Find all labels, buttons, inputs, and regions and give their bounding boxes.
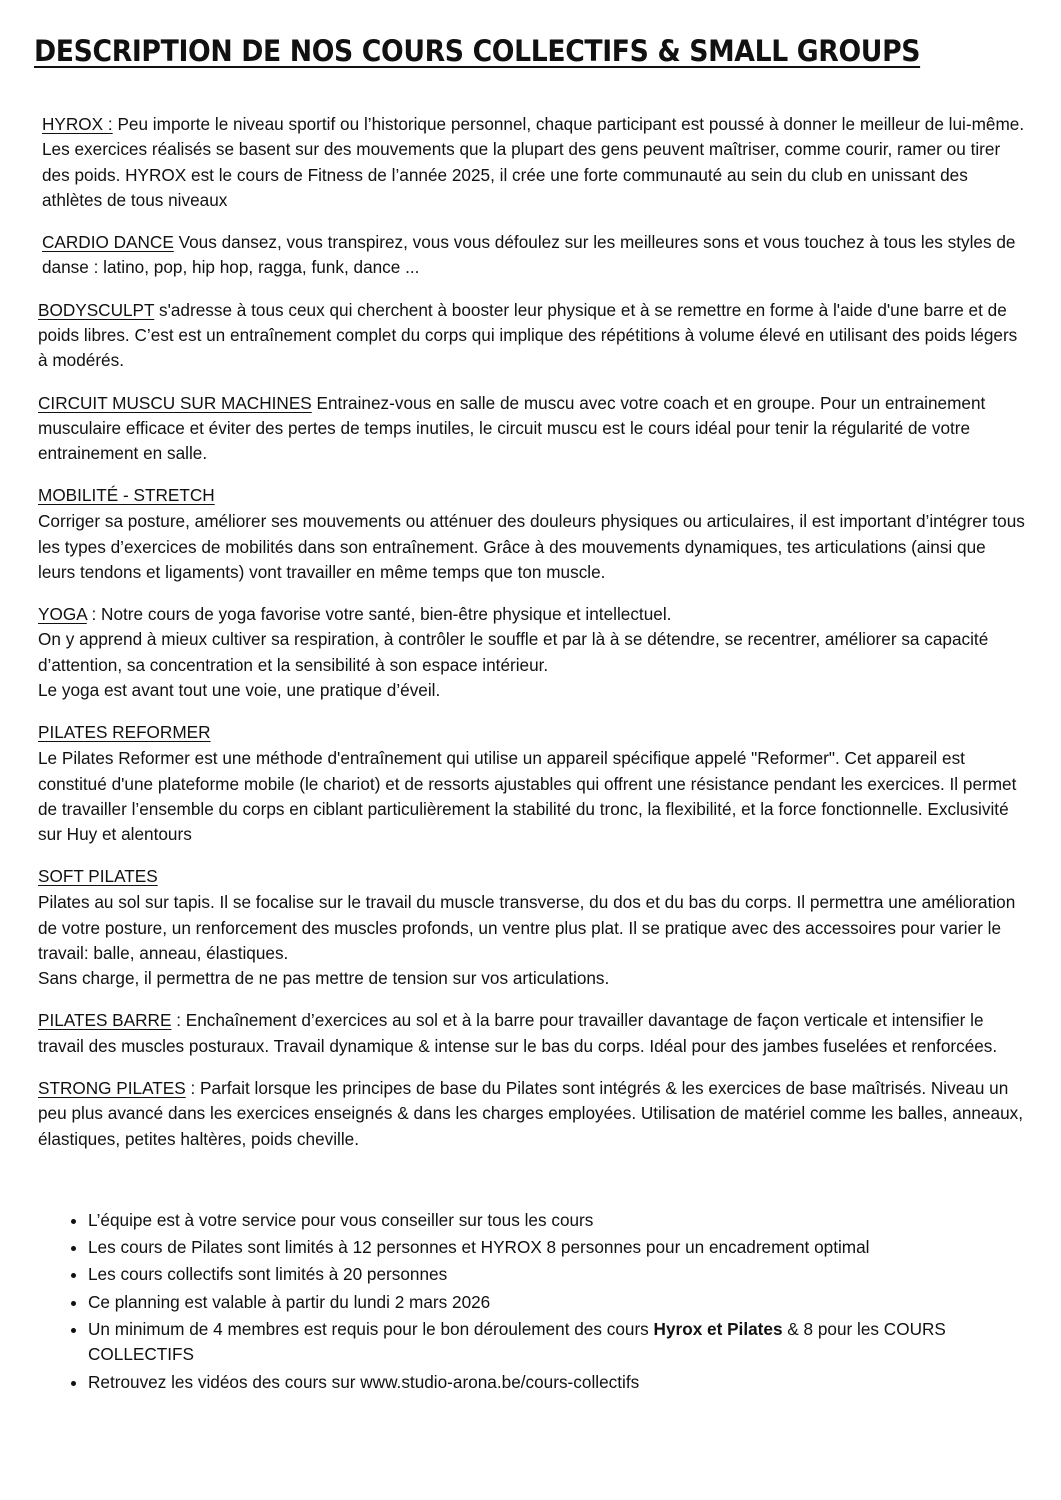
section-text-pilates-reformer: Le Pilates Reformer est une méthode d'entraînement qui utilise un appareil spécifique appelé "Reformer". Cet appareil est constitué d'une plateforme mobile (le chariot) et de ressorts ajustables qui offrent une résistance pendant les exercices. Il permet de travailler l’ensemble du corps en ciblant particulièrement la stabilité du tronc, la flexibilité, et la force fonctionnelle. Exclusivité sur Huy et alentours <box>38 748 1017 845</box>
document-body <box>34 112 1027 1395</box>
section-label-strong-pilates: STRONG PILATES <box>38 1077 186 1098</box>
section-text-pilates-barre: : Enchaînement d’exercices au sol et à la barre pour travailler davantage de façon verticale et intensifier le travail des muscles posturaux. Travail dynamique & intense sur le bas du corps. Idéal pour des jambes fuselées et renforcées. <box>38 1010 998 1056</box>
section-text-bodysculpt: s'adresse à tous ceux qui cherchent à booster leur physique et à se remettre en forme à l'aide d'une barre et de poids libres. C’est est un entraînement complet du corps qui implique des répétitions à volume élevé en utilisant des poids légers à modérés. <box>38 299 1018 371</box>
list-item-minimum-membres <box>88 1317 1027 1368</box>
list-item: • Ce planning est valable à partir du lundi 2 mars 2026 <box>88 1290 1027 1315</box>
section-soft-pilates-line-2: Sans charge, il permettra de ne pas mettre de tension sur vos articulations. <box>38 968 610 989</box>
section-label-mobilite-stretch: MOBILITÉ - STRETCH <box>38 485 215 506</box>
notes-list <box>56 1208 1027 1395</box>
section-text-cardio-dance: Vous dansez, vous transpirez, vous vous défoulez sur les meilleures sons et vous touchez à tous les styles de danse : latino, pop, hip hop, ragga, funk, dance ... <box>42 232 1016 278</box>
section-cardio-dance <box>38 230 1027 281</box>
list-item: • Les cours collectifs sont limités à 20 personnes <box>88 1262 1027 1287</box>
list-item: • L’équipe est à votre service pour vous conseiller sur tous les cours <box>88 1208 1027 1233</box>
list-item: • Les cours de Pilates sont limités à 12 personnes et HYROX 8 personnes pour un encadrement optimal <box>88 1235 1027 1260</box>
section-pilates-barre <box>38 1008 1027 1059</box>
section-label-hyrox: HYROX : <box>42 114 113 134</box>
section-label-bodysculpt: BODYSCULPT <box>38 299 155 320</box>
section-mobilite-stretch <box>38 483 1027 585</box>
section-soft-pilates <box>38 864 1027 991</box>
section-label-cardio-dance: CARDIO DANCE <box>42 232 174 253</box>
section-label-pilates-barre: PILATES BARRE <box>38 1010 172 1031</box>
section-text-strong-pilates: : Parfait lorsque les principes de base du Pilates sont intégrés & les exercices de base maîtrisés. Niveau un peu plus avancé dans les exercices enseignés & dans les charges employées. Utilisation de matériel comme les balles, anneaux, élastiques, petites haltères, poids cheville. <box>38 1077 1023 1149</box>
note-text-bold: Hyrox et Pilates <box>653 1318 783 1339</box>
section-strong-pilates <box>38 1076 1027 1152</box>
section-label-yoga: YOGA <box>38 604 87 625</box>
section-text-soft-pilates: Pilates au sol sur tapis. Il se focalise sur le travail du muscle transverse, du dos et du bas du corps. Il permettra une amélioration de votre posture, un renforcement des muscles profonds, un ventre plus plat. Il se pratique avec des accessoires pour varier le travail: balle, anneau, élastiques. <box>38 892 1016 963</box>
note-text-after: & 8 pour les COURS COLLECTIFS <box>88 1318 946 1365</box>
section-label-pilates-reformer: PILATES REFORMER <box>38 722 211 743</box>
section-text-mobilite-stretch: Corriger sa posture, améliorer ses mouvements ou atténuer des douleurs physiques ou articulaires, il est important d’intégrer tous les types d’exercices de mobilités dans son entraînement. Grâce à des mouvements dynamiques, tes articulations (ainsi que leurs tendons et ligaments) vont travailler en même temps que ton muscle. <box>38 511 1025 582</box>
page-title: DESCRIPTION DE NOS COURS COLLECTIFS & SMALL GROUPS <box>34 34 921 68</box>
note-text-before: Un minimum de 4 membres est requis pour le bon déroulement des cours <box>88 1318 654 1339</box>
section-label-circuit-muscu: CIRCUIT MUSCU SUR MACHINES <box>38 392 312 413</box>
list-item-videos-link[interactable]: • Retrouvez les vidéos des cours sur www.studio-arona.be/cours-collectifs <box>88 1370 1027 1395</box>
section-text-circuit-muscu: Entrainez-vous en salle de muscu avec votre coach et en groupe. Pour un entrainement musculaire efficace et éviter des pertes de temps inutiles, le circuit muscu est le cours idéal pour tenir la régularité de votre entrainement en salle. <box>38 392 986 464</box>
section-yoga-line-3: Le yoga est avant tout une voie, une pratique d’éveil. <box>38 680 441 700</box>
section-bodysculpt <box>38 298 1027 374</box>
section-label-soft-pilates: SOFT PILATES <box>38 866 158 887</box>
section-circuit-muscu <box>38 391 1027 467</box>
section-yoga-line-2: On y apprend à mieux cultiver sa respiration, à contrôler le souffle et par là à se détendre, se recentrer, améliorer sa capacité d’attention, sa concentration et la sensibilité à son espace intérieur. <box>38 629 989 675</box>
section-text-hyrox: Peu importe le niveau sportif ou l’historique personnel, chaque participant est poussé à donner le meilleur de lui-même. Les exercices réalisés se basent sur des mouvements que la plupart des gens peuvent maîtriser, comme courir, ramer ou tirer des poids. HYROX est le cours de Fitness de l’année 2025, il crée une forte communauté au sein du club en unissant des athlètes de tous niveaux <box>42 114 1025 210</box>
section-hyrox <box>38 112 1027 213</box>
section-yoga-first-line <box>38 602 1027 627</box>
section-yoga <box>38 602 1027 703</box>
notes-section <box>38 1208 1027 1395</box>
section-text-yoga: : Notre cours de yoga favorise votre santé, bien-être physique et intellectuel. <box>91 604 672 625</box>
section-pilates-reformer <box>38 720 1027 847</box>
